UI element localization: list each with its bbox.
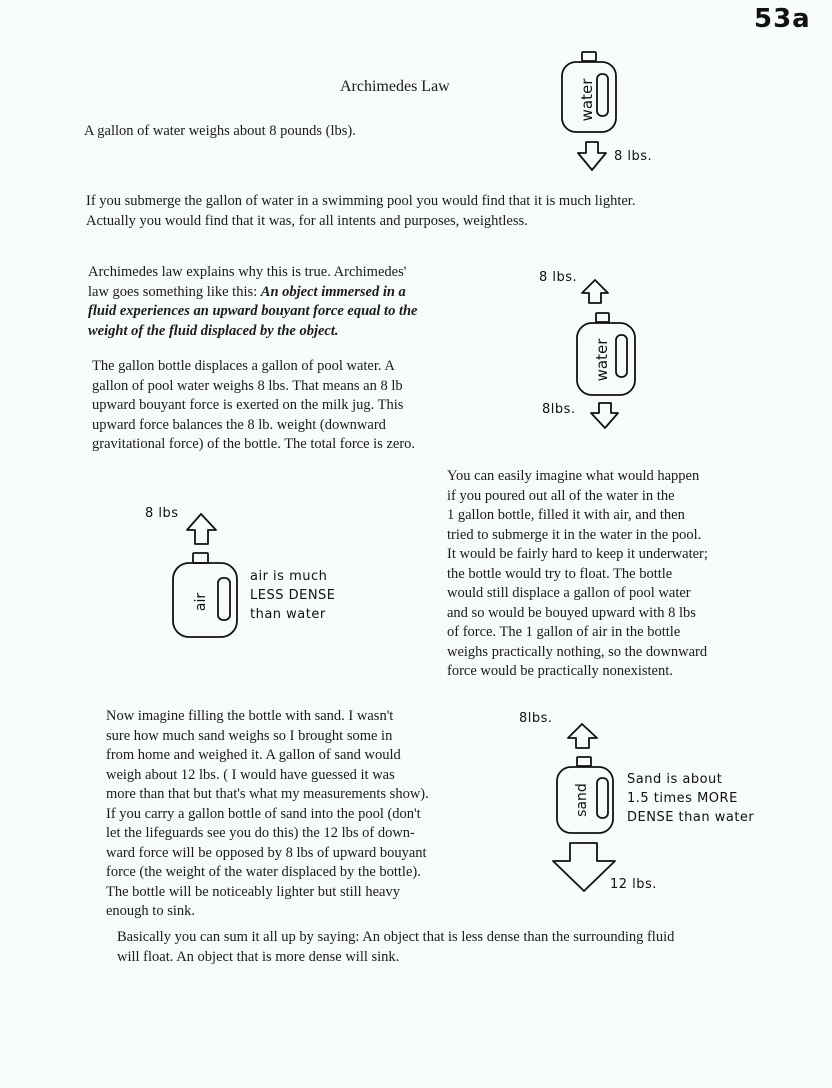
note-line: air is much (250, 569, 328, 584)
jug-contents-label: air (193, 592, 209, 612)
weight-label: 8 lbs. (539, 270, 578, 285)
note-line: DENSE than water (627, 810, 755, 825)
weight-label: 8 lbs. (614, 149, 653, 164)
text-line: Actually you would find that it was, for all intents and purposes, weightless. (86, 212, 528, 229)
text-line: gravitational force) of the bottle. The total force is zero. (92, 436, 416, 452)
text-line: and so would be bouyed upward with 8 lbs (447, 604, 696, 621)
jug-contents-label: water (578, 78, 596, 122)
down-arrow-icon (553, 843, 615, 891)
text-line: would still displace a gallon of pool water (447, 585, 691, 601)
text-line: force (the weight of the water displaced by the bottle). (106, 864, 421, 880)
text-line: upward force balances the 8 lb. weight (downward (92, 416, 386, 433)
text-line: 1 gallon bottle, filled it with air, and then (447, 507, 685, 523)
law-lead-text: law goes something like this: (88, 283, 261, 300)
text-line: Archimedes law explains why this is true. Archimedes' (88, 264, 407, 280)
text-line: more than that but that's what my measurements show). (106, 786, 429, 802)
up-arrow-icon (568, 724, 597, 748)
density-note (627, 770, 754, 827)
density-note (250, 567, 336, 624)
text-line: If you carry a gallon bottle of sand into the pool (don't (106, 805, 421, 822)
law-statement-line: fluid experiences an upward bouyant force equal to the (88, 303, 418, 319)
note-line: than water (250, 607, 326, 622)
water-jug-sketch (577, 313, 635, 395)
weight-label: 12 lbs. (610, 877, 657, 892)
text-line: Basically you can sum it all up by saying: An object that is less dense than the surrounding fluid (117, 929, 675, 945)
text-line: It would be fairly hard to keep it underwater; (447, 546, 708, 562)
water-jug-sketch (562, 52, 616, 132)
weight-label: 8lbs. (542, 402, 576, 417)
text-line: weighs practically nothing, so the downward (447, 643, 708, 660)
text-line: If you submerge the gallon of water in a swimming pool you would find that it is much lighter. (86, 193, 636, 209)
up-arrow-icon (187, 514, 216, 544)
text-line: ward force will be opposed by 8 lbs of upward bouyant (106, 844, 427, 861)
weight-label: 8 lbs (145, 506, 179, 521)
down-arrow-icon (591, 403, 618, 428)
weight-label: 8lbs. (519, 711, 553, 726)
text-line: The gallon bottle displaces a gallon of pool water. A (92, 358, 395, 374)
text-line: The bottle will be noticeably lighter but still heavy (106, 883, 400, 900)
sand-jug-sketch (557, 757, 613, 833)
down-arrow-icon (578, 142, 606, 170)
text-line: from home and weighed it. A gallon of sand would (106, 747, 401, 763)
air-jug-sketch (173, 553, 237, 637)
jug-contents-label: sand (574, 783, 590, 817)
note-line: Sand is about (627, 772, 723, 787)
jug-contents-label: water (593, 338, 611, 382)
text-line: will float. An object that is more dense will sink. (117, 948, 400, 965)
text-line: of force. The 1 gallon of air in the bottle (447, 624, 681, 640)
text-line: weigh about 12 lbs. ( I would have guessed it was (106, 766, 395, 783)
text-line: the bottle would try to float. The bottle (447, 565, 673, 582)
text-line: gallon of pool water weighs 8 lbs. That means an 8 lb (92, 377, 403, 394)
text-line: Now imagine filling the bottle with sand. I wasn't (106, 708, 394, 724)
text-line: if you poured out all of the water in the (447, 487, 675, 504)
text-line: force would be practically nonexistent. (447, 663, 673, 679)
note-line: 1.5 times MORE (627, 791, 738, 806)
law-statement-text: An object immersed in a (260, 283, 406, 300)
law-statement-line: weight of the fluid displaced by the object. (88, 322, 339, 339)
page-number: 53a (754, 4, 811, 34)
text-line: You can easily imagine what would happen (447, 468, 700, 484)
up-arrow-icon (582, 280, 608, 303)
intro-line: A gallon of water weighs about 8 pounds (lbs). (84, 123, 356, 139)
text-line: let the lifeguards see you do this) the 12 lbs of down- (106, 825, 415, 841)
text-line: enough to sink. (106, 903, 196, 919)
note-line: LESS DENSE (250, 588, 336, 603)
text-line: sure how much sand weighs so I brought some in (106, 727, 393, 744)
text-line: upward bouyant force is exerted on the milk jug. This (92, 397, 404, 413)
text-line: tried to submerge it in the water in the pool. (447, 526, 702, 543)
page-title: Archimedes Law (340, 78, 450, 95)
